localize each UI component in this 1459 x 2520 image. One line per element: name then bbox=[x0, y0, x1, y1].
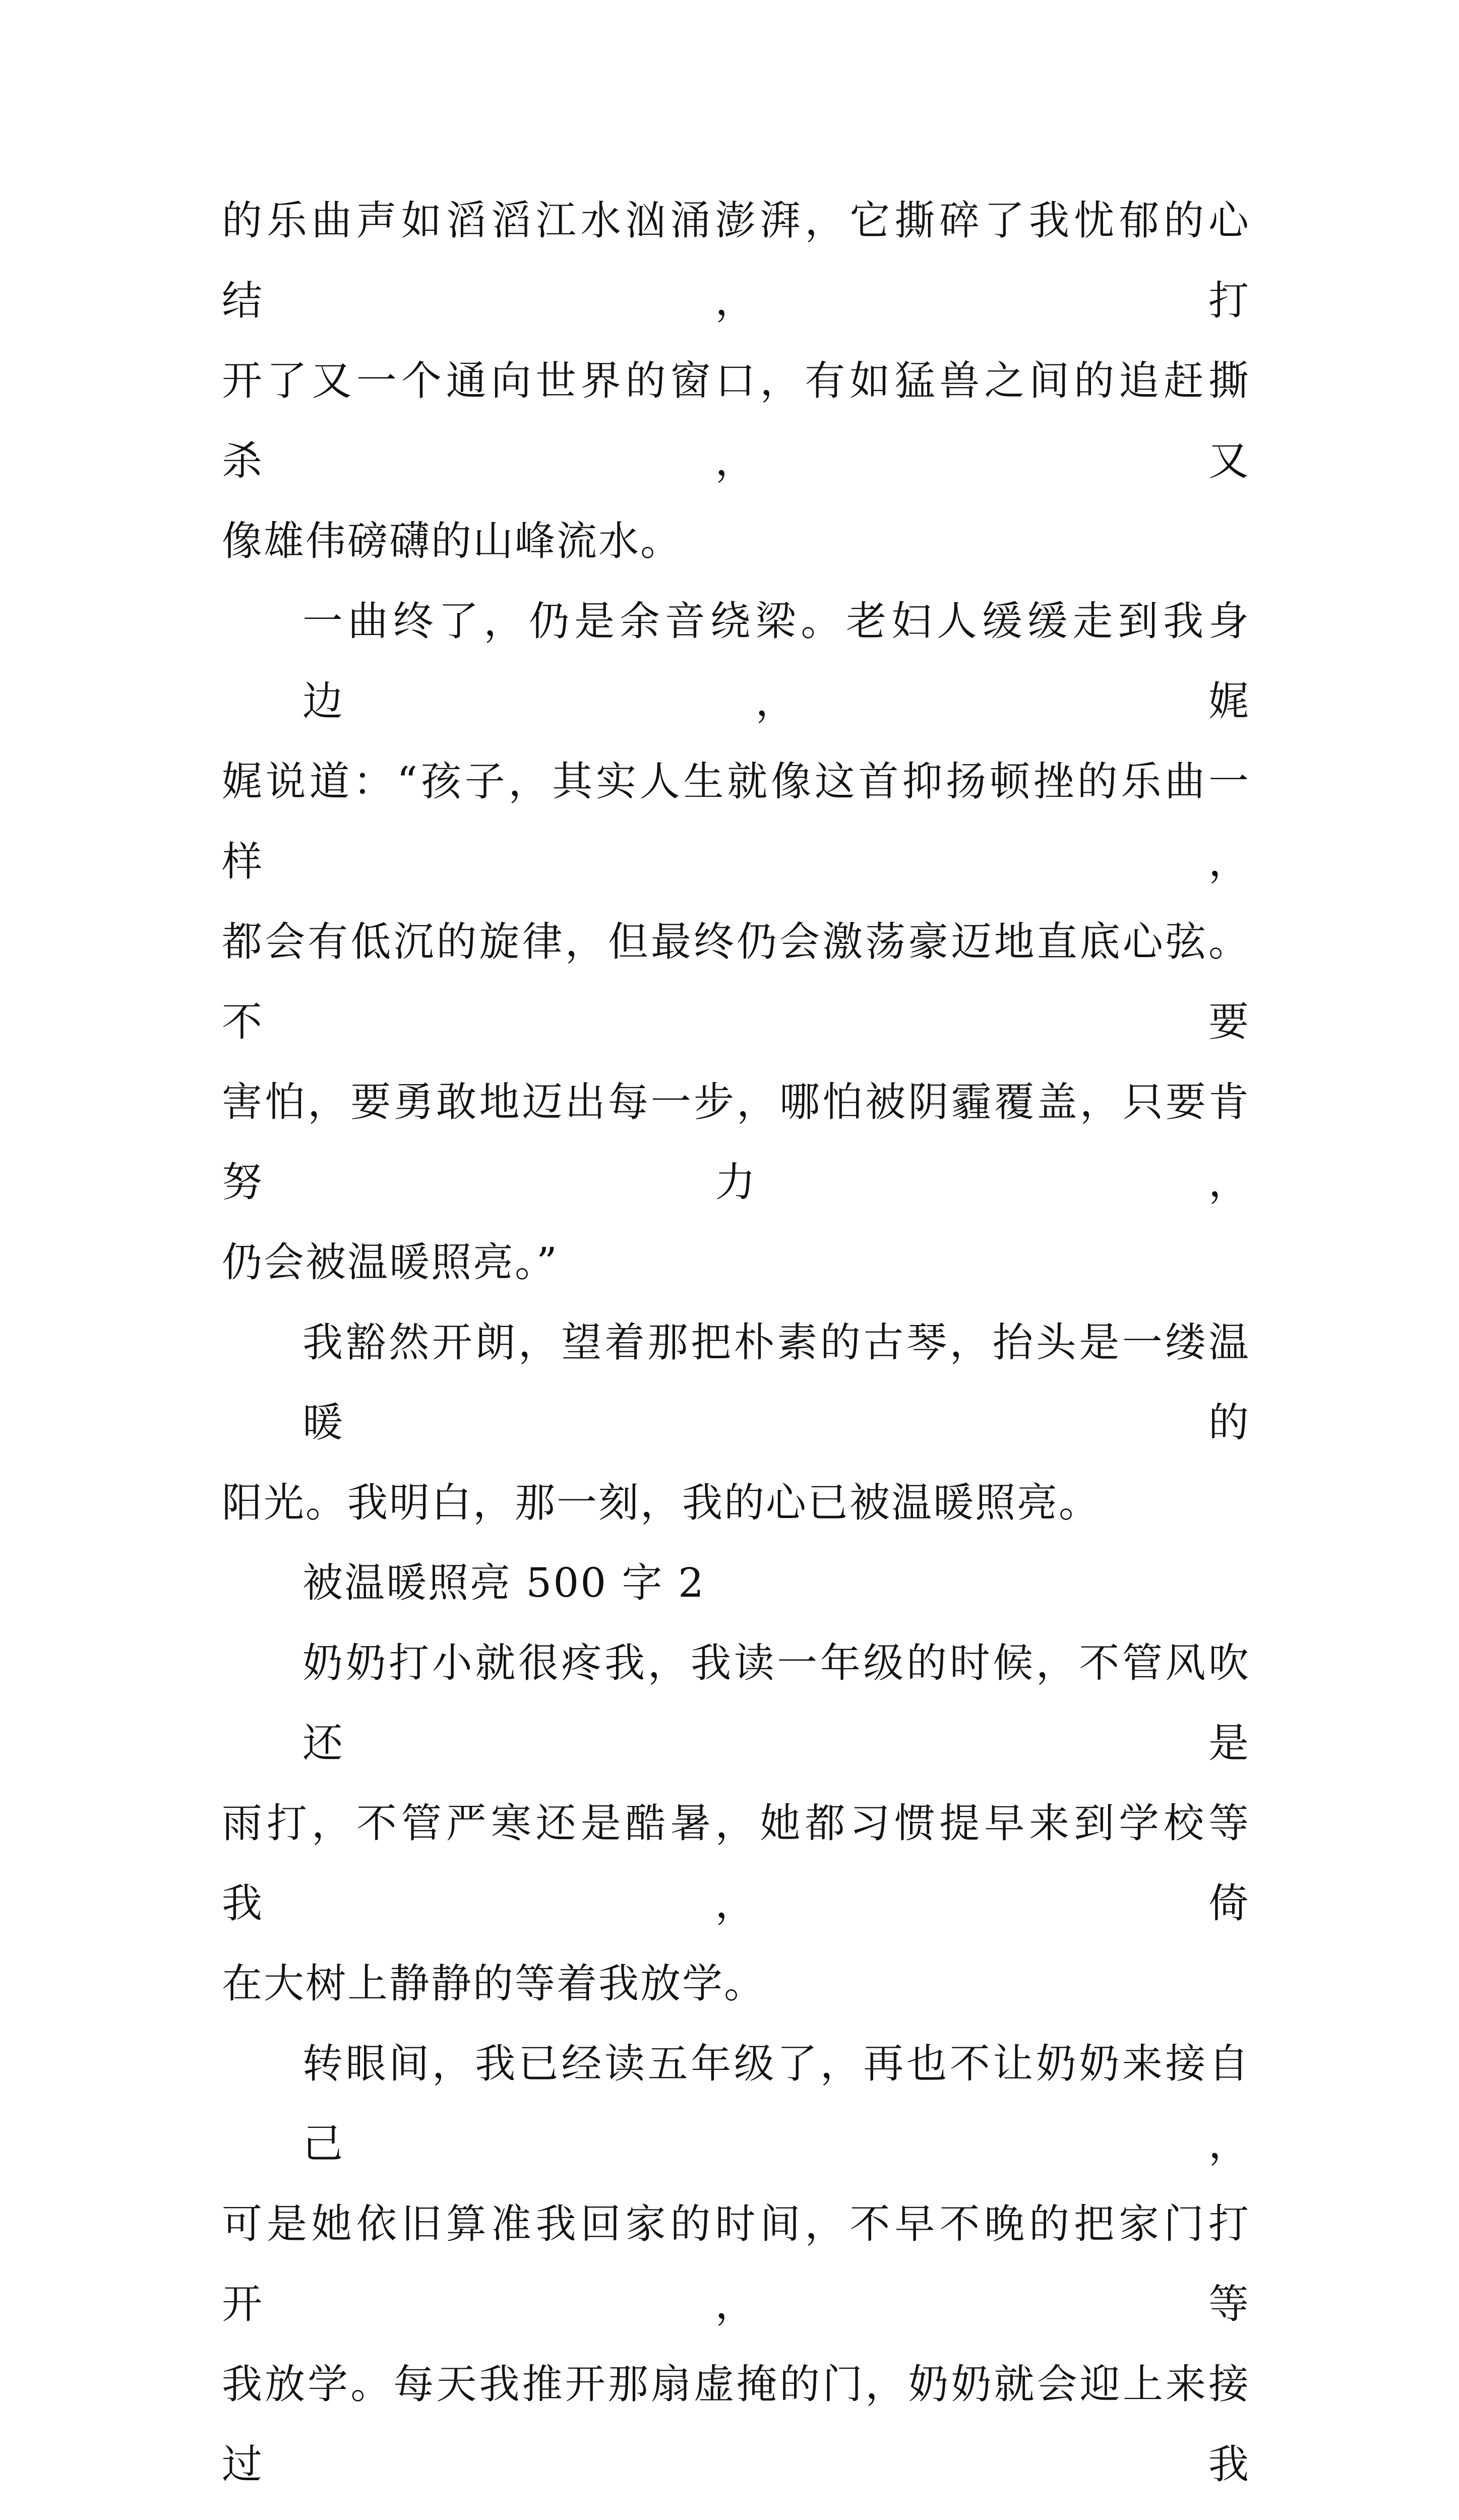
text-line: 雨打，不管严寒还是酷暑，她都习惯提早来到学校等我，倚 bbox=[222, 1800, 1250, 1927]
text-line: 开了又一个通向世界的窗口，有如猛兽之间的追赶撕杀，又 bbox=[222, 357, 1250, 484]
text-line: 一曲终了，仍是余音绕梁。老妇人缓缓走到我身边，娓 bbox=[302, 598, 1250, 725]
text-line: 害怕，要勇敢地迈出每一步，哪怕被阴霾覆盖，只要肯努力， bbox=[222, 1079, 1250, 1206]
text-line: 阳光。我明白，那一刻，我的心已被温暖照亮。 bbox=[222, 1479, 1101, 1526]
paragraph bbox=[222, 180, 1250, 581]
text-line: 奶奶打小就很疼我，我读一年级的时候，不管风吹还是 bbox=[302, 1640, 1250, 1767]
text-line: 可是她依旧算准我回家的时间，不早不晚的把家门打开，等 bbox=[222, 2200, 1250, 2327]
text-line: 被温暖照亮 500 字 2 bbox=[302, 1559, 705, 1606]
paragraph bbox=[222, 1543, 1250, 1623]
paragraph bbox=[222, 1623, 1250, 2024]
text-line: 转眼间，我已经读五年级了，再也不让奶奶来接自己， bbox=[302, 2040, 1250, 2167]
document-body bbox=[222, 180, 1250, 2520]
text-line: 我豁然开朗，望着那把朴素的古琴，抬头是一缕温暖的 bbox=[302, 1319, 1250, 1446]
paragraph bbox=[222, 1302, 1250, 1543]
text-line: 仍会被温暖照亮。” bbox=[222, 1239, 559, 1286]
text-line: 的乐曲声如滔滔江水汹涌澎湃，它撕碎了我忧郁的心结，打 bbox=[222, 197, 1250, 324]
text-line: 在大树上静静的等着我放学。 bbox=[222, 1960, 766, 2007]
text-line: 娓说道：“孩子，其实人生就像这首抑扬顿挫的乐曲一样， bbox=[222, 758, 1250, 885]
paragraph bbox=[222, 581, 1250, 1302]
text-line: 像雄伟磅礴的山峰流水。 bbox=[222, 518, 682, 564]
paragraph bbox=[222, 2024, 1250, 2520]
text-line: 我放学。每天我推开那扇虚掩的门，奶奶就会迎上来接过我 bbox=[222, 2361, 1250, 2488]
text-line: 都会有低沉的旋律，但最终仍会激荡豪迈地直底心弦。不要 bbox=[222, 918, 1250, 1045]
text-line bbox=[222, 2504, 1250, 2520]
